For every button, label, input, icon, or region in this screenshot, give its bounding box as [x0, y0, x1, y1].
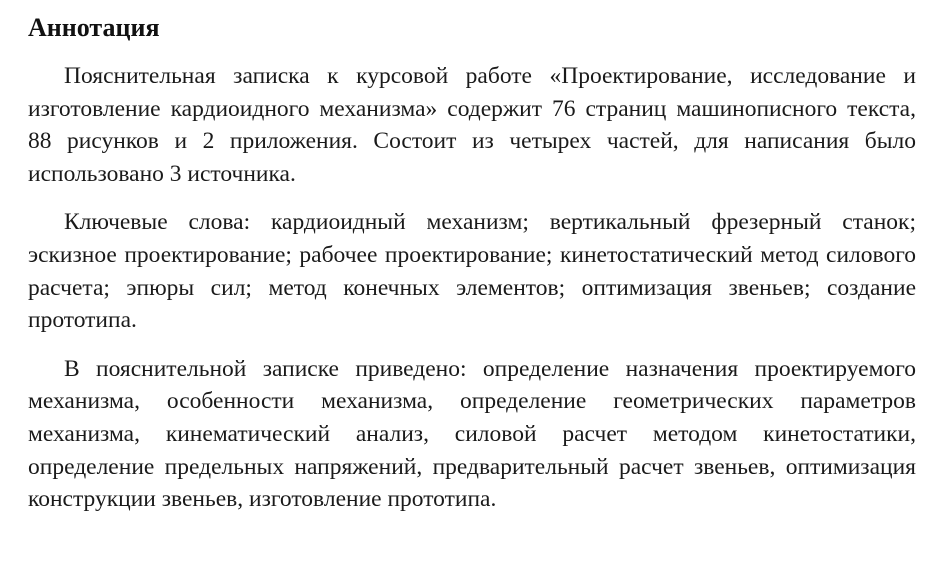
- paragraph-summary: Пояснительная записка к курсовой работе «Проектирование, исследование и изготовление кардиоидного механизма» содержит 76 страниц машинописного текста, 88 рисунков и 2 приложения. Состоит из четырех частей, для написания было использовано 3 источника.: [28, 63, 916, 187]
- document-page: [28, 10, 916, 532]
- paragraph-keywords: Ключевые слова: кардиоидный механизм; вертикальный фрезерный станок; эскизное проектирование; рабочее проектирование; кинетостатический метод силового расчета; эпюры сил; метод конечных элементов; оптимизация звеньев; создание прототипа.: [28, 209, 916, 334]
- page-title: Аннотация: [28, 13, 160, 42]
- paragraph-contents: В пояснительной записке приведено: определение назначения проектируемого механизма, особенности механизма, определение геометрических параметров механизма, кинематический анализ, силовой расчет методом кинетостатики, определение предельных напряжений, предварительный расчет звеньев, оптимизация конструкции звеньев, изготовление прототипа.: [28, 355, 916, 513]
